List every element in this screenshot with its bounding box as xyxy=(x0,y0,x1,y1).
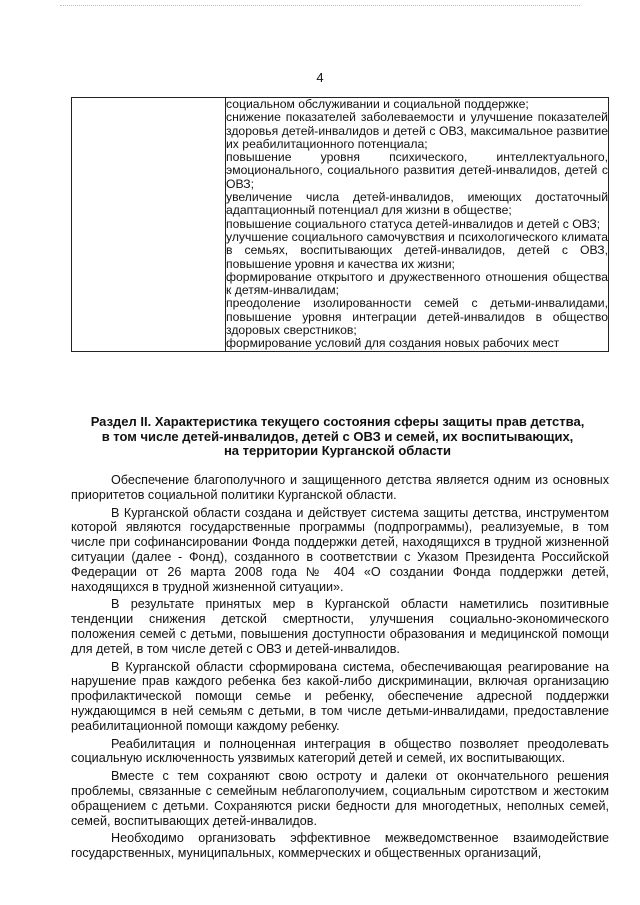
section-title-line: в том числе детей-инвалидов, детей с ОВЗ и семей, их воспитывающих, xyxy=(101,428,574,444)
result-item: формирование условий для создания новых рабочих мест xyxy=(226,336,560,351)
continued-table xyxy=(71,97,609,352)
result-item: преодоление изолированности семей с детьми-инвалидами, повышение уровня интеграции детей-инвалидов в общество здоровых сверстников; xyxy=(226,296,608,338)
table-cell-results xyxy=(226,98,609,352)
page-number: 4 xyxy=(316,70,324,85)
paragraph: В результате принятых мер в Курганской области наметились позитивные тенденции снижения детской смертности, улучшения социально-экономического положения семей с детьми, повышения доступности образования и медицинской помощи для детей, в том числе детей с ОВЗ и детей-инвалидов. xyxy=(71,597,609,656)
paragraph: Обеспечение благополучного и защищенного детства является одним из основных приоритетов социальной политики Курганской области. xyxy=(71,473,609,502)
result-item: повышение социального статуса детей-инвалидов и детей с ОВЗ; xyxy=(226,216,601,231)
table-row xyxy=(72,98,609,352)
result-item: социальном обслуживании и социальной поддержке; xyxy=(226,97,529,111)
section-title xyxy=(65,415,610,459)
result-item: улучшение социального самочувствия и психологического климата в семьях, воспитывающих детей-инвалидов, детей с ОВЗ, повышение уровня и качества их жизни; xyxy=(226,229,608,271)
section-title-line: Раздел II. Характеристика текущего состояния сферы защиты прав детства, xyxy=(90,414,585,429)
result-item: увеличение числа детей-инвалидов, имеющих достаточный адаптационный потенциал для жизни в обществе; xyxy=(226,190,608,218)
paragraph: Необходимо организовать эффективное межведомственное взаимодействие государственных, муниципальных, коммерческих и общественных организаций, xyxy=(71,831,609,861)
paragraph: Реабилитация и полноценная интеграция в общество позволяет преодолевать социальную исключенность уязвимых категорий детей и семей, их воспитывающих. xyxy=(71,736,609,766)
section-title-line: на территории Курганской области xyxy=(223,443,452,458)
scan-edge-line xyxy=(60,5,580,7)
section-body xyxy=(71,473,609,864)
paragraph: В Курганской области создана и действует система защиты детства, инструментом которой являются государственные программы (подпрограммы), реализуемые, в том числе при софинансировании Фонда поддержки детей, находящихся в трудной жизненной ситуации (далее - Фонд), созданного в соответствии с Указом Президента Российской Федерации от 26 марта 2008 года № 404 «О создании Фонда поддержки детей, находящихся в трудной жизненной ситуации». xyxy=(71,505,609,594)
paragraph: Вместе с тем сохраняют свою остроту и далеки от окончательного решения проблемы, связанные с семейным неблагополучием, социальным сиротством и жестоким обращением с детьми. Сохраняются риски бедности для многодетных, неполных семей, семей, воспитывающих детей-инвалидов. xyxy=(71,769,609,828)
result-item: формирование открытого и дружественного отношения общества к детям-инвалидам; xyxy=(226,269,608,298)
table-cell-empty xyxy=(72,98,226,352)
result-item: повышение уровня психического, интеллектуального, эмоционального, социального развития детей-инвалидов, детей с ОВЗ; xyxy=(226,150,608,191)
paragraph: В Курганской области сформирована система, обеспечивающая реагирование на нарушение прав каждого ребенка без какой-либо дискриминации, включая организацию профилактической помощи семье и ребенку, обеспечение адресной поддержки нуждающимся в ней семьям с детьми, в том числе детьми-инвалидами, предоставление реабилитационной помощи каждому ребенку. xyxy=(71,659,609,733)
result-item: снижение показателей заболеваемости и улучшение показателей здоровья детей-инвалидов и детей с ОВЗ, максимальное развитие их реабилитационного потенциала; xyxy=(226,110,608,151)
